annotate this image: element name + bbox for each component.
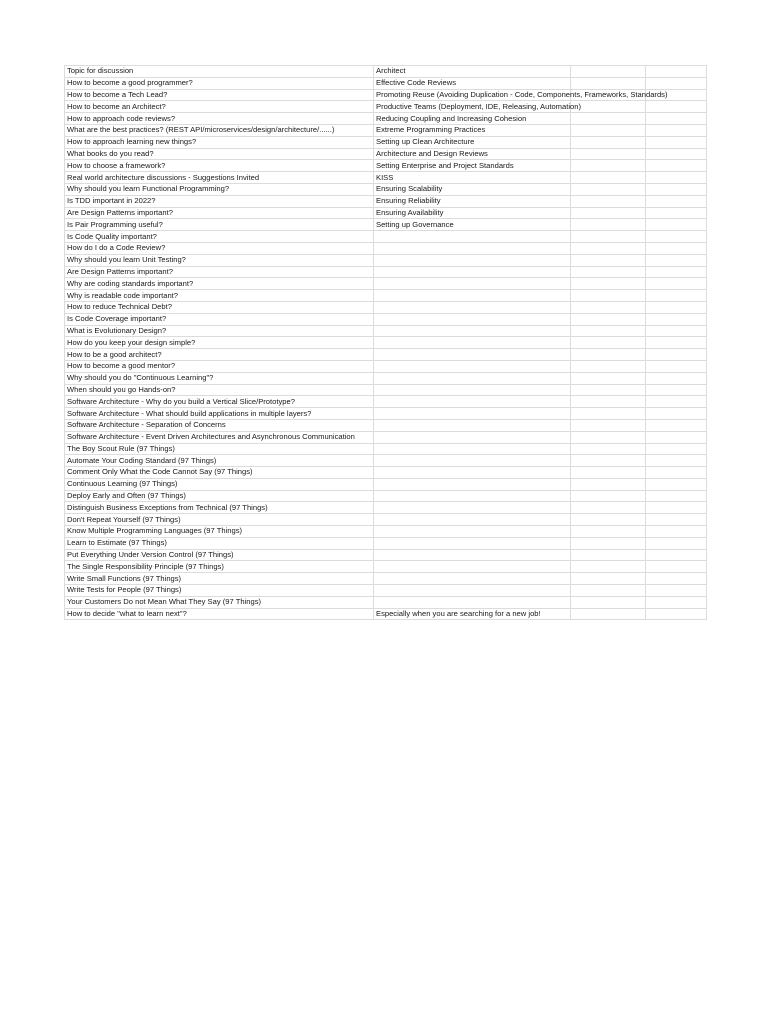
empty-cell [571, 537, 646, 549]
architect-cell [374, 502, 571, 514]
empty-cell [571, 455, 646, 467]
architect-cell [374, 278, 571, 290]
empty-cell [571, 124, 646, 136]
empty-cell [646, 573, 707, 585]
empty-cell [646, 313, 707, 325]
table-row [65, 349, 707, 361]
empty-cell [571, 596, 646, 608]
empty-cell [571, 290, 646, 302]
empty-cell [571, 66, 646, 78]
empty-cell [571, 101, 646, 113]
table-row [65, 596, 707, 608]
table-row [65, 526, 707, 538]
empty-cell [646, 372, 707, 384]
topic-cell: What are the best practices? (REST API/microservices/design/architecture/......) [65, 124, 374, 136]
topic-cell: How to decide "what to learn next"? [65, 608, 374, 620]
topic-cell: How to be a good architect? [65, 349, 374, 361]
table-row [65, 419, 707, 431]
topic-cell: How to approach learning new things? [65, 136, 374, 148]
topic-cell: Are Design Patterns important? [65, 266, 374, 278]
table-row [65, 113, 707, 125]
topic-cell: Is TDD important in 2022? [65, 195, 374, 207]
table-row [65, 431, 707, 443]
topic-cell: Learn to Estimate (97 Things) [65, 537, 374, 549]
table-row [65, 301, 707, 313]
table-row [65, 490, 707, 502]
empty-cell [571, 195, 646, 207]
empty-cell [646, 66, 707, 78]
empty-cell [571, 360, 646, 372]
topic-cell: How to choose a framework? [65, 160, 374, 172]
table-row [65, 585, 707, 597]
architect-cell: Ensuring Scalability [374, 183, 571, 195]
header-row [65, 66, 707, 78]
table-row [65, 561, 707, 573]
architect-cell: Productive Teams (Deployment, IDE, Releasing, Automation) [374, 101, 571, 113]
table-row [65, 372, 707, 384]
empty-cell [571, 514, 646, 526]
empty-cell [571, 337, 646, 349]
empty-cell [571, 207, 646, 219]
table-row [65, 478, 707, 490]
architect-cell [374, 490, 571, 502]
empty-cell [571, 254, 646, 266]
table-row [65, 242, 707, 254]
architect-cell [374, 313, 571, 325]
architect-cell [374, 242, 571, 254]
architect-cell [374, 443, 571, 455]
empty-cell [571, 113, 646, 125]
empty-cell [571, 372, 646, 384]
topic-cell: Why should you learn Functional Programming? [65, 183, 374, 195]
empty-cell [571, 266, 646, 278]
topic-cell: How to become a good programmer? [65, 77, 374, 89]
empty-cell [571, 301, 646, 313]
empty-cell [646, 278, 707, 290]
architect-cell: Setting Enterprise and Project Standards [374, 160, 571, 172]
empty-cell [646, 443, 707, 455]
table-row [65, 124, 707, 136]
empty-cell [646, 101, 707, 113]
architect-cell [374, 478, 571, 490]
empty-cell [571, 608, 646, 620]
topic-cell: What is Evolutionary Design? [65, 325, 374, 337]
empty-cell [571, 573, 646, 585]
table-row [65, 360, 707, 372]
empty-cell [646, 325, 707, 337]
spreadsheet-table [64, 65, 707, 620]
topic-cell: Automate Your Coding Standard (97 Things) [65, 455, 374, 467]
table-row [65, 278, 707, 290]
empty-cell [571, 231, 646, 243]
empty-cell [646, 148, 707, 160]
architect-cell [374, 455, 571, 467]
topic-cell: Software Architecture - Separation of Concerns [65, 419, 374, 431]
architect-header-cell: Architect [374, 66, 571, 78]
spreadsheet-body [65, 66, 707, 620]
topic-cell: Why are coding standards important? [65, 278, 374, 290]
empty-cell [571, 148, 646, 160]
architect-cell [374, 301, 571, 313]
architect-cell [374, 325, 571, 337]
topic-header-cell: Topic for discussion [65, 66, 374, 78]
table-row [65, 160, 707, 172]
empty-cell [646, 360, 707, 372]
table-row [65, 573, 707, 585]
empty-cell [646, 349, 707, 361]
empty-cell [646, 124, 707, 136]
empty-cell [571, 502, 646, 514]
empty-cell [571, 561, 646, 573]
empty-cell [646, 537, 707, 549]
topic-cell: What books do you read? [65, 148, 374, 160]
empty-cell [646, 113, 707, 125]
empty-cell [646, 160, 707, 172]
architect-cell [374, 419, 571, 431]
empty-cell [571, 490, 646, 502]
architect-cell: Reducing Coupling and Increasing Cohesion [374, 113, 571, 125]
architect-cell [374, 585, 571, 597]
empty-cell [646, 384, 707, 396]
table-row [65, 207, 707, 219]
table-row [65, 183, 707, 195]
topic-cell: Deploy Early and Often (97 Things) [65, 490, 374, 502]
architect-cell [374, 514, 571, 526]
empty-cell [646, 77, 707, 89]
table-row [65, 172, 707, 184]
topic-cell: When should you go Hands-on? [65, 384, 374, 396]
architect-cell [374, 537, 571, 549]
architect-cell: Promoting Reuse (Avoiding Duplication - Code, Components, Frameworks, Standards) [374, 89, 571, 101]
topic-cell: Are Design Patterns important? [65, 207, 374, 219]
empty-cell [646, 136, 707, 148]
architect-cell: Extreme Programming Practices [374, 124, 571, 136]
topic-cell: How to become a good mentor? [65, 360, 374, 372]
architect-cell [374, 266, 571, 278]
table-row [65, 266, 707, 278]
empty-cell [571, 431, 646, 443]
table-row [65, 77, 707, 89]
architect-cell: Setting up Governance [374, 219, 571, 231]
empty-cell [646, 266, 707, 278]
architect-cell [374, 372, 571, 384]
empty-cell [571, 183, 646, 195]
empty-cell [571, 467, 646, 479]
architect-cell [374, 349, 571, 361]
empty-cell [646, 408, 707, 420]
architect-cell: Architecture and Design Reviews [374, 148, 571, 160]
table-row [65, 396, 707, 408]
architect-cell [374, 254, 571, 266]
empty-cell [646, 419, 707, 431]
table-row [65, 467, 707, 479]
empty-cell [646, 396, 707, 408]
empty-cell [646, 502, 707, 514]
empty-cell [646, 231, 707, 243]
architect-cell: KISS [374, 172, 571, 184]
topic-cell: How to reduce Technical Debt? [65, 301, 374, 313]
architect-cell: Ensuring Reliability [374, 195, 571, 207]
empty-cell [571, 77, 646, 89]
empty-cell [646, 254, 707, 266]
table-row [65, 148, 707, 160]
topic-cell: Write Small Functions (97 Things) [65, 573, 374, 585]
topic-cell: Don't Repeat Yourself (97 Things) [65, 514, 374, 526]
architect-cell [374, 467, 571, 479]
topic-cell: The Single Responsibility Principle (97 Things) [65, 561, 374, 573]
topic-cell: Software Architecture - Why do you build a Vertical Slice/Prototype? [65, 396, 374, 408]
empty-cell [646, 561, 707, 573]
empty-cell [571, 160, 646, 172]
topic-cell: Write Tests for People (97 Things) [65, 585, 374, 597]
architect-cell [374, 337, 571, 349]
empty-cell [646, 514, 707, 526]
table-row [65, 89, 707, 101]
topic-cell: Your Customers Do not Mean What They Say (97 Things) [65, 596, 374, 608]
architect-cell [374, 396, 571, 408]
table-row [65, 290, 707, 302]
empty-cell [571, 136, 646, 148]
topic-cell: How do you keep your design simple? [65, 337, 374, 349]
architect-cell [374, 408, 571, 420]
architect-cell [374, 231, 571, 243]
topic-cell: The Boy Scout Rule (97 Things) [65, 443, 374, 455]
empty-cell [571, 443, 646, 455]
topic-cell: Distinguish Business Exceptions from Technical (97 Things) [65, 502, 374, 514]
topic-cell: Continuous Learning (97 Things) [65, 478, 374, 490]
table-row [65, 514, 707, 526]
empty-cell [571, 278, 646, 290]
empty-cell [646, 219, 707, 231]
empty-cell [571, 396, 646, 408]
empty-cell [646, 526, 707, 538]
table-row [65, 219, 707, 231]
empty-cell [646, 585, 707, 597]
empty-cell [571, 349, 646, 361]
topic-cell: How to approach code reviews? [65, 113, 374, 125]
table-row [65, 384, 707, 396]
table-row [65, 502, 707, 514]
topic-cell: Why should you learn Unit Testing? [65, 254, 374, 266]
topic-cell: Software Architecture - Event Driven Architectures and Asynchronous Communication [65, 431, 374, 443]
topic-cell: How to become a Tech Lead? [65, 89, 374, 101]
empty-cell [646, 301, 707, 313]
empty-cell [646, 549, 707, 561]
table-row [65, 325, 707, 337]
table-row [65, 313, 707, 325]
table-row [65, 136, 707, 148]
architect-cell [374, 561, 571, 573]
architect-cell [374, 431, 571, 443]
topic-cell: Is Code Quality important? [65, 231, 374, 243]
empty-cell [571, 384, 646, 396]
empty-cell [646, 242, 707, 254]
topic-cell: Put Everything Under Version Control (97 Things) [65, 549, 374, 561]
table-row [65, 254, 707, 266]
empty-cell [571, 478, 646, 490]
topic-cell: How to become an Architect? [65, 101, 374, 113]
empty-cell [571, 526, 646, 538]
empty-cell [646, 608, 707, 620]
table-row [65, 549, 707, 561]
empty-cell [571, 408, 646, 420]
architect-cell [374, 526, 571, 538]
empty-cell [646, 596, 707, 608]
topic-cell: Why is readable code important? [65, 290, 374, 302]
table-row [65, 337, 707, 349]
empty-cell [571, 325, 646, 337]
empty-cell [571, 549, 646, 561]
topic-cell: Is Code Coverage important? [65, 313, 374, 325]
table-row [65, 443, 707, 455]
table-row [65, 101, 707, 113]
architect-cell: Setting up Clean Architecture [374, 136, 571, 148]
empty-cell [646, 183, 707, 195]
table-row [65, 408, 707, 420]
topic-cell: Real world architecture discussions - Suggestions Invited [65, 172, 374, 184]
topic-cell: Why should you do "Continuous Learning"? [65, 372, 374, 384]
architect-cell: Ensuring Availability [374, 207, 571, 219]
empty-cell [646, 290, 707, 302]
empty-cell [646, 490, 707, 502]
empty-cell [646, 431, 707, 443]
architect-cell [374, 360, 571, 372]
empty-cell [646, 195, 707, 207]
architect-cell: Especially when you are searching for a new job! [374, 608, 571, 620]
architect-cell [374, 573, 571, 585]
table-row [65, 608, 707, 620]
empty-cell [571, 242, 646, 254]
empty-cell [571, 219, 646, 231]
topic-cell: Comment Only What the Code Cannot Say (97 Things) [65, 467, 374, 479]
topic-cell: How do I do a Code Review? [65, 242, 374, 254]
empty-cell [571, 585, 646, 597]
empty-cell [646, 337, 707, 349]
table-row [65, 231, 707, 243]
empty-cell [646, 207, 707, 219]
topic-cell: Is Pair Programming useful? [65, 219, 374, 231]
topic-cell: Know Multiple Programming Languages (97 Things) [65, 526, 374, 538]
architect-cell [374, 549, 571, 561]
table-row [65, 195, 707, 207]
empty-cell [571, 419, 646, 431]
empty-cell [646, 172, 707, 184]
architect-cell [374, 290, 571, 302]
table-row [65, 537, 707, 549]
topic-cell: Software Architecture - What should build applications in multiple layers? [65, 408, 374, 420]
table-row [65, 455, 707, 467]
architect-cell [374, 384, 571, 396]
architect-cell: Effective Code Reviews [374, 77, 571, 89]
empty-cell [571, 172, 646, 184]
empty-cell [646, 455, 707, 467]
architect-cell [374, 596, 571, 608]
empty-cell [646, 467, 707, 479]
empty-cell [646, 478, 707, 490]
empty-cell [571, 313, 646, 325]
